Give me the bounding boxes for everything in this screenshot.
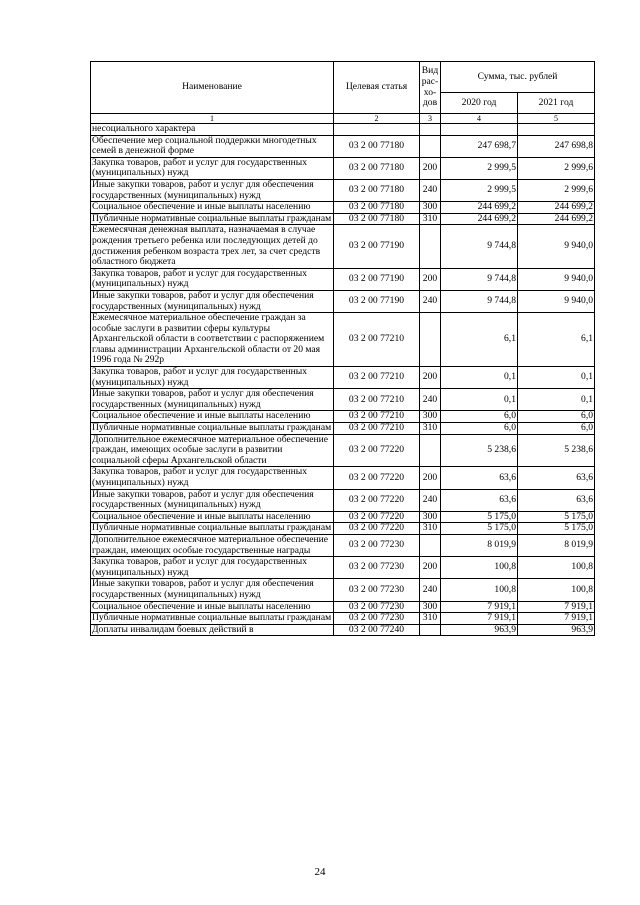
row-name-cell: Публичные нормативные социальные выплаты гражданам (91, 213, 334, 225)
table-row (91, 534, 595, 556)
table-row (91, 467, 595, 489)
row-2021-cell: 2 999,6 (518, 157, 595, 179)
row-name-cell: Публичные нормативные социальные выплаты гражданам (91, 523, 334, 535)
table-row (91, 367, 595, 389)
row-vid-cell (420, 624, 441, 636)
row-2021-cell: 63,6 (518, 467, 595, 489)
index-cell: 2 (334, 114, 420, 124)
row-2020-cell: 6,1 (441, 313, 518, 367)
row-code-cell: 03 2 00 77230 (334, 613, 420, 625)
row-2020-cell (441, 124, 518, 136)
row-2021-cell: 247 698,8 (518, 135, 595, 157)
index-cell: 3 (420, 114, 441, 124)
table-row (91, 135, 595, 157)
row-vid-cell: 310 (420, 213, 441, 225)
row-name-cell: Публичные нормативные социальные выплаты гражданам (91, 423, 334, 435)
row-2020-cell: 7 919,1 (441, 601, 518, 613)
row-code-cell: 03 2 00 77180 (334, 202, 420, 214)
header-sum: Сумма, тыс. рублей (441, 62, 595, 93)
row-code-cell: 03 2 00 77210 (334, 313, 420, 367)
row-vid-cell (420, 124, 441, 136)
row-vid-cell (420, 135, 441, 157)
row-name-cell: Закупка товаров, работ и услуг для государственных (муниципальных) нужд (91, 268, 334, 290)
row-name-cell: Ежемесячная денежная выплата, назначаемая в случае рождения третьего ребенка или последующих детей до достижения ребенком возраста трех лет, за счет средств областного бюджета (91, 225, 334, 268)
row-code-cell: 03 2 00 77210 (334, 423, 420, 435)
row-vid-cell: 200 (420, 557, 441, 579)
row-2020-cell: 8 019,9 (441, 534, 518, 556)
table-row (91, 268, 595, 290)
column-index-row (91, 114, 595, 124)
row-2021-cell: 6,1 (518, 313, 595, 367)
row-name-cell: несоциального характера (91, 124, 334, 136)
table-row (91, 489, 595, 511)
table-row (91, 511, 595, 523)
row-2020-cell: 6,0 (441, 411, 518, 423)
row-2020-cell: 100,8 (441, 557, 518, 579)
row-vid-cell (420, 534, 441, 556)
table-row (91, 313, 595, 367)
row-code-cell: 03 2 00 77210 (334, 367, 420, 389)
row-2020-cell: 5 175,0 (441, 511, 518, 523)
row-code-cell: 03 2 00 77220 (334, 523, 420, 535)
row-2021-cell: 9 940,0 (518, 268, 595, 290)
row-vid-cell (420, 313, 441, 367)
row-2021-cell: 0,1 (518, 389, 595, 411)
row-code-cell: 03 2 00 77220 (334, 467, 420, 489)
row-2021-cell: 963,9 (518, 624, 595, 636)
row-name-cell: Дополнительное ежемесячное материальное обеспечение граждан, имеющих особые заслуги в развитии социальной сферы Архангельской области (91, 434, 334, 467)
row-code-cell: 03 2 00 77180 (334, 213, 420, 225)
row-2020-cell: 6,0 (441, 423, 518, 435)
row-2020-cell: 100,8 (441, 579, 518, 601)
header-name: Наименование (91, 62, 334, 114)
budget-table (90, 61, 595, 636)
table-row (91, 434, 595, 467)
index-cell: 4 (441, 114, 518, 124)
row-2020-cell: 9 744,8 (441, 225, 518, 268)
row-2020-cell: 244 699,2 (441, 213, 518, 225)
row-code-cell: 03 2 00 77240 (334, 624, 420, 636)
row-2021-cell: 2 999,6 (518, 179, 595, 201)
row-vid-cell: 310 (420, 613, 441, 625)
row-2021-cell: 244 699,2 (518, 202, 595, 214)
row-code-cell: 03 2 00 77230 (334, 534, 420, 556)
row-2021-cell: 244 699,2 (518, 213, 595, 225)
table-row (91, 523, 595, 535)
table-row (91, 423, 595, 435)
row-name-cell: Социальное обеспечение и иные выплаты населению (91, 511, 334, 523)
table-row (91, 389, 595, 411)
index-cell: 5 (518, 114, 595, 124)
row-2021-cell: 7 919,1 (518, 601, 595, 613)
header-year-2021: 2021 год (518, 93, 595, 114)
table-row (91, 613, 595, 625)
row-name-cell: Иные закупки товаров, работ и услуг для обеспечения государственных (муниципальных) нужд (91, 290, 334, 312)
row-vid-cell: 200 (420, 157, 441, 179)
table-row (91, 124, 595, 136)
row-code-cell: 03 2 00 77220 (334, 511, 420, 523)
row-code-cell: 03 2 00 77210 (334, 389, 420, 411)
header-code: Целевая статья (334, 62, 420, 114)
row-2021-cell: 0,1 (518, 367, 595, 389)
row-2021-cell: 5 238,6 (518, 434, 595, 467)
table-row (91, 557, 595, 579)
row-name-cell: Доплаты инвалидам боевых действий в (91, 624, 334, 636)
row-name-cell: Иные закупки товаров, работ и услуг для обеспечения государственных (муниципальных) нужд (91, 489, 334, 511)
row-2021-cell: 5 175,0 (518, 511, 595, 523)
row-2021-cell: 6,0 (518, 411, 595, 423)
row-2020-cell: 0,1 (441, 367, 518, 389)
row-2020-cell: 5 238,6 (441, 434, 518, 467)
row-name-cell: Закупка товаров, работ и услуг для государственных (муниципальных) нужд (91, 367, 334, 389)
row-name-cell: Закупка товаров, работ и услуг для государственных (муниципальных) нужд (91, 557, 334, 579)
row-2021-cell: 9 940,0 (518, 225, 595, 268)
row-2021-cell: 6,0 (518, 423, 595, 435)
row-vid-cell: 310 (420, 423, 441, 435)
row-name-cell: Дополнительное ежемесячное материальное обеспечение граждан, имеющих особые государственные награды (91, 534, 334, 556)
row-2020-cell: 9 744,8 (441, 290, 518, 312)
row-vid-cell: 240 (420, 290, 441, 312)
row-vid-cell (420, 434, 441, 467)
row-name-cell: Иные закупки товаров, работ и услуг для обеспечения государственных (муниципальных) нужд (91, 389, 334, 411)
row-code-cell: 03 2 00 77210 (334, 411, 420, 423)
table-row (91, 157, 595, 179)
row-vid-cell: 240 (420, 179, 441, 201)
row-code-cell: 03 2 00 77230 (334, 557, 420, 579)
row-2021-cell: 9 940,0 (518, 290, 595, 312)
row-vid-cell: 300 (420, 601, 441, 613)
table-row (91, 179, 595, 201)
table-row (91, 601, 595, 613)
row-2021-cell (518, 124, 595, 136)
row-2021-cell: 8 019,9 (518, 534, 595, 556)
row-2020-cell: 9 744,8 (441, 268, 518, 290)
table-row (91, 579, 595, 601)
row-2021-cell: 63,6 (518, 489, 595, 511)
row-vid-cell: 240 (420, 489, 441, 511)
row-vid-cell (420, 225, 441, 268)
table-row (91, 411, 595, 423)
row-vid-cell: 300 (420, 511, 441, 523)
row-name-cell: Социальное обеспечение и иные выплаты населению (91, 601, 334, 613)
row-vid-cell: 240 (420, 389, 441, 411)
row-name-cell: Публичные нормативные социальные выплаты гражданам (91, 613, 334, 625)
row-name-cell: Социальное обеспечение и иные выплаты населению (91, 411, 334, 423)
row-name-cell: Обеспечение мер социальной поддержки многодетных семей в денежной форме (91, 135, 334, 157)
row-code-cell: 03 2 00 77180 (334, 179, 420, 201)
row-vid-cell: 310 (420, 523, 441, 535)
row-name-cell: Иные закупки товаров, работ и услуг для обеспечения государственных (муниципальных) нужд (91, 179, 334, 201)
row-2020-cell: 63,6 (441, 467, 518, 489)
row-code-cell: 03 2 00 77180 (334, 157, 420, 179)
row-2020-cell: 963,9 (441, 624, 518, 636)
table-row (91, 624, 595, 636)
row-2020-cell: 0,1 (441, 389, 518, 411)
row-vid-cell: 240 (420, 579, 441, 601)
row-2021-cell: 7 919,1 (518, 613, 595, 625)
table-row (91, 225, 595, 268)
row-code-cell: 03 2 00 77190 (334, 290, 420, 312)
row-vid-cell: 200 (420, 367, 441, 389)
table-row (91, 290, 595, 312)
row-code-cell: 03 2 00 77220 (334, 489, 420, 511)
row-vid-cell: 300 (420, 202, 441, 214)
index-cell: 1 (91, 114, 334, 124)
row-code-cell: 03 2 00 77230 (334, 579, 420, 601)
row-2020-cell: 5 175,0 (441, 523, 518, 535)
row-name-cell: Закупка товаров, работ и услуг для государственных (муниципальных) нужд (91, 157, 334, 179)
row-code-cell (334, 124, 420, 136)
row-code-cell: 03 2 00 77220 (334, 434, 420, 467)
row-2020-cell: 247 698,7 (441, 135, 518, 157)
page-number: 24 (314, 866, 326, 878)
table-row (91, 213, 595, 225)
table-row (91, 202, 595, 214)
row-name-cell: Ежемесячное материальное обеспечение граждан за особые заслуги в развитии сферы культуры Архангельской области в соответствии с распоряжением главы администрации Архангельской области от 20 мая 1996 года № 292р (91, 313, 334, 367)
row-vid-cell: 200 (420, 268, 441, 290)
row-code-cell: 03 2 00 77190 (334, 225, 420, 268)
row-2020-cell: 2 999,5 (441, 157, 518, 179)
row-2020-cell: 7 919,1 (441, 613, 518, 625)
row-code-cell: 03 2 00 77230 (334, 601, 420, 613)
row-name-cell: Социальное обеспечение и иные выплаты населению (91, 202, 334, 214)
row-name-cell: Закупка товаров, работ и услуг для государственных (муниципальных) нужд (91, 467, 334, 489)
row-2020-cell: 63,6 (441, 489, 518, 511)
row-name-cell: Иные закупки товаров, работ и услуг для обеспечения государственных (муниципальных) нужд (91, 579, 334, 601)
header-vid: Вид рас-хо-дов (420, 62, 441, 114)
row-vid-cell: 200 (420, 467, 441, 489)
row-code-cell: 03 2 00 77190 (334, 268, 420, 290)
row-2021-cell: 100,8 (518, 557, 595, 579)
row-2021-cell: 5 175,0 (518, 523, 595, 535)
row-2020-cell: 244 699,2 (441, 202, 518, 214)
row-vid-cell: 300 (420, 411, 441, 423)
header-year-2020: 2020 год (441, 93, 518, 114)
row-2021-cell: 100,8 (518, 579, 595, 601)
row-2020-cell: 2 999,5 (441, 179, 518, 201)
row-code-cell: 03 2 00 77180 (334, 135, 420, 157)
